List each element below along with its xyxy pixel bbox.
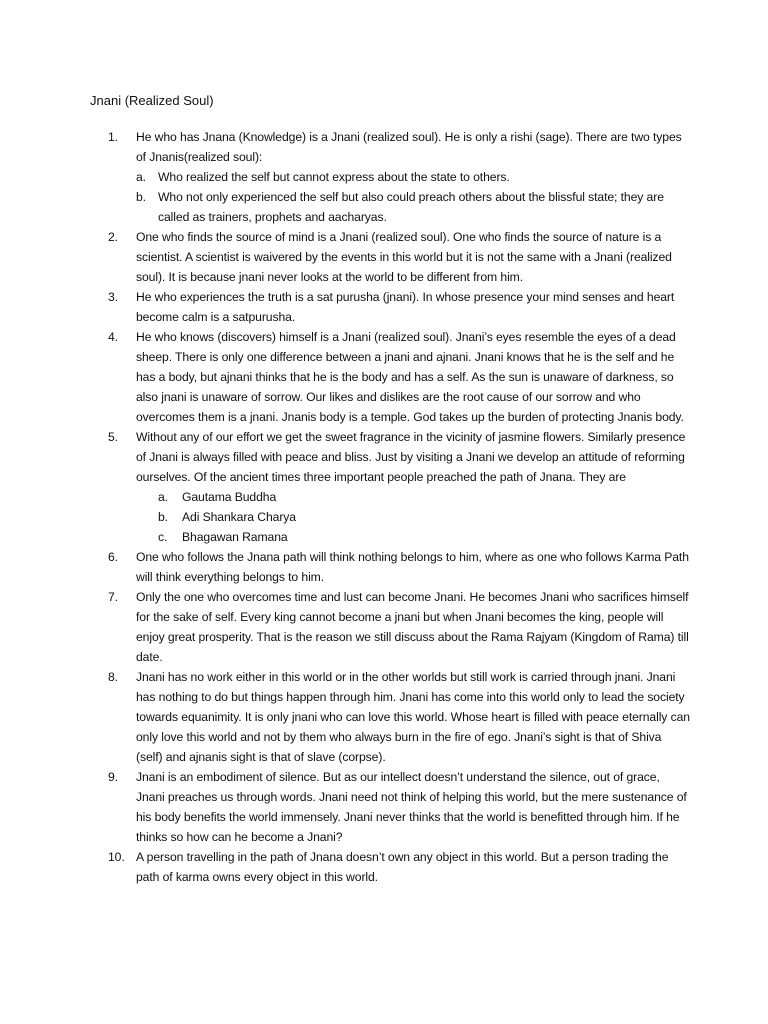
list-item-text: One who finds the source of mind is a Jnani (realized soul). One who finds the source of nature is a scientist. A scientist is waivered by the events in this world but it is not the same with a Jnani (realized soul). It is because jnani never looks at the world to be different from him. [136,230,672,284]
sub-item-text: Gautama Buddha [182,490,277,504]
sub-item-letter: c. [158,530,168,544]
list-item-2 [90,227,690,287]
sub-item-text: Who not only experienced the self but also could preach others about the blissful state; they are called as trainers, prophets and aacharyas. [158,190,664,224]
list-item-text: One who follows the Jnana path will think nothing belongs to him, where as one who follows Karma Path will think everything belongs to him. [136,550,689,584]
list-item-number: 6. [108,550,118,564]
sub-item-c [136,527,690,547]
sub-item-text: Adi Shankara Charya [182,510,296,524]
sub-item-letter: a. [158,490,168,504]
list-item-10 [90,847,690,887]
list-item-number: 7. [108,590,118,604]
document-title: Jnani (Realized Soul) [90,93,214,108]
list-item-number: 9. [108,770,118,784]
list-item-number: 2. [108,230,118,244]
sub-item-letter: a. [136,170,146,184]
sub-item-letter: b. [158,510,168,524]
list-item-number: 10. [108,850,125,864]
sub-item-text: Bhagawan Ramana [182,530,288,544]
list-item-3 [90,287,690,327]
list-item-text: He who knows (discovers) himself is a Jnani (realized soul). Jnani’s eyes resemble the eyes of a dead sheep. There is only one difference between a jnani and ajnani. Jnani knows that he is the self and he has a body, but ajnani thinks that he is the body and has a self. As the sun is unaware of darkness, so also jnani is unaware of sorrow. Our likes and dislikes are the root cause of our sorrow and who overcomes them is a jnani. Jnanis body is a temple. God takes up the burden of protecting Jnanis body. [136,330,684,424]
list-item-8 [90,667,690,767]
numbered-list [90,127,690,887]
sub-list [136,487,690,547]
sub-item-a [136,487,690,507]
list-item-1 [90,127,690,227]
sub-item-text: Who realized the self but cannot express about the state to others. [158,170,510,184]
sub-item-b [136,187,690,227]
list-item-text: A person travelling in the path of Jnana doesn’t own any object in this world. But a person trading the path of karma owns every object in this world. [136,850,669,884]
list-item-number: 5. [108,430,118,444]
list-item-4 [90,327,690,427]
list-item-text: He who experiences the truth is a sat purusha (jnani). In whose presence your mind senses and heart become calm is a satpurusha. [136,290,675,324]
list-item-number: 8. [108,670,118,684]
list-item-text: Only the one who overcomes time and lust can become Jnani. He becomes Jnani who sacrifices himself for the sake of self. Every king cannot become a jnani but when Jnani becomes the king, people will enjoy great prosperity. That is the reason we still discuss about the Rama Rajyam (Kingdom of Rama) till date. [136,590,689,664]
sub-list [136,167,690,227]
list-item-7 [90,587,690,667]
list-item-6 [90,547,690,587]
list-item-number: 3. [108,290,118,304]
list-item-number: 1. [108,130,118,144]
sub-item-letter: b. [136,190,146,204]
list-item-text: Jnani is an embodiment of silence. But as our intellect doesn’t understand the silence, out of grace, Jnani preaches us through words. Jnani need not think of helping this world, but the mere sustenance of his body benefits the world immensely. Jnani never thinks that the world is benefitted through him. If he thinks so how can he become a Jnani? [136,770,687,844]
sub-item-b [136,507,690,527]
list-item-text: He who has Jnana (Knowledge) is a Jnani (realized soul). He is only a rishi (sage). There are two types of Jnanis(realized soul): [136,130,682,164]
list-item-number: 4. [108,330,118,344]
sub-item-a [136,167,690,187]
list-item-text: Without any of our effort we get the sweet fragrance in the vicinity of jasmine flowers. Similarly presence of Jnani is always filled with peace and bliss. Just by visiting a Jnani we develop an attitude of reforming ourselves. Of the ancient times three important people preached the path of Jnana. They are [136,430,686,484]
list-item-text: Jnani has no work either in this world or in the other worlds but still work is carried through jnani. Jnani has nothing to do but things happen through him. Jnani has come into this world only to lead the society towards equanimity. It is only jnani who can love this world. Whose heart is filled with peace eternally can only love this world and not by them who always burn in the fire of ego. Jnani’s sight is that of Shiva (self) and ajnanis sight is that of slave (corpse). [136,670,690,764]
list-item-5 [90,427,690,547]
list-item-9 [90,767,690,847]
